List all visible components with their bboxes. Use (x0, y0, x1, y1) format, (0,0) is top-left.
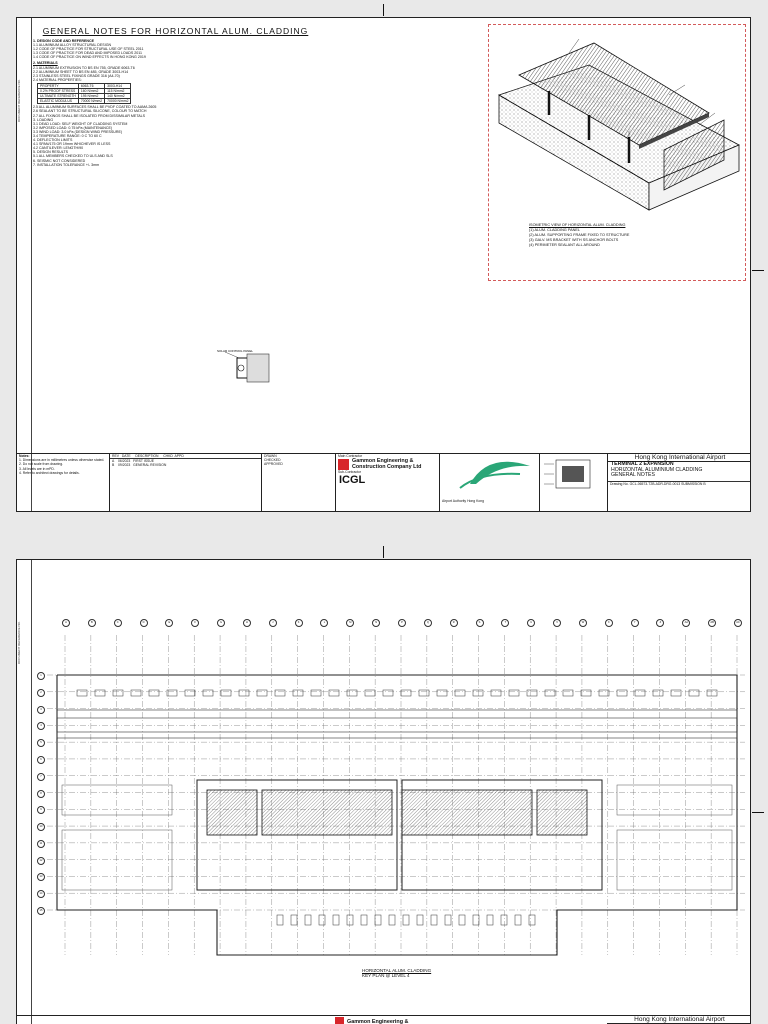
gate-box (291, 915, 297, 925)
section-detail (217, 348, 277, 388)
note-line: 4. DEFLECTION LIMITS (33, 138, 73, 143)
contractor-name: Gammon Engineering & Construction Company Ltd (352, 458, 422, 471)
grid-bubble: Y (631, 619, 639, 627)
table-cell: 70000 N/mm2 (78, 99, 104, 104)
gate-box (221, 690, 231, 696)
grid-bubble: D (140, 619, 148, 627)
gate-box (545, 690, 555, 696)
table-row (38, 99, 131, 104)
grid-bubble: 5 (37, 739, 45, 747)
gate-box (95, 690, 105, 696)
grid-bubble: 3 (37, 706, 45, 714)
gate-box (431, 915, 437, 925)
gate-box (617, 690, 627, 696)
caption-title: ISOMETRIC VIEW OF HORIZONTAL ALUM. CLADDING (529, 223, 626, 227)
rev-header: REV (112, 454, 119, 458)
note-line: 3.4 TEMPERATURE RANGE: 0 C TO 60 C (33, 133, 102, 138)
gate-box (383, 690, 393, 696)
gammon-logo-icon (338, 459, 349, 470)
grid-bubble: Q (424, 619, 432, 627)
note-item: 2. Do not scale from drawing. (19, 462, 64, 467)
grid-bubble: 6 (37, 756, 45, 764)
table-cell: 195 N/mm2 (78, 94, 104, 99)
rev-cell: 06/2023 (118, 459, 131, 464)
caption-line: (4) PERIMETER SEALANT ALL AROUND (529, 243, 600, 247)
gate-box (311, 690, 321, 696)
gate-box (581, 690, 591, 696)
project-cell (607, 454, 751, 511)
note-line: 6. SEISMIC NOT CONSIDERED (33, 158, 86, 163)
table-header: 3003-H14 (105, 83, 131, 88)
revision-table (109, 454, 261, 511)
status-text: SUBMISSION (681, 481, 703, 486)
project-line: GENERAL NOTES (611, 472, 655, 479)
contractor-partial (335, 1017, 408, 1024)
grid-bubble: S (476, 619, 484, 627)
table-header: 6063-T6 (78, 83, 104, 88)
note-item: 1. Dimensions are in millimetres unless otherwise stated. (19, 458, 105, 463)
grid-bubble: 9 (37, 806, 45, 814)
rev-cell: GENERAL REVISION (133, 463, 167, 468)
grid-bubble: 12 (37, 857, 45, 865)
grid-bubble: AC (734, 619, 742, 627)
plan-caption (362, 968, 431, 978)
note-line: 5. DESIGN RESULTS (33, 150, 69, 155)
table-cell: 0.2% PROOF STRESS (38, 89, 79, 94)
gate-box (185, 690, 195, 696)
gate-box (203, 690, 213, 696)
note-item: 3. All levels are in mPD. (19, 466, 55, 471)
note-item: 4. Refer to architect drawings for details. (19, 470, 80, 475)
drawing-no-label: Drawing No. (610, 481, 629, 486)
note-line: 3. LOADING (33, 117, 54, 122)
rev-header: DATE (121, 454, 131, 458)
grid-bubble: A (62, 619, 70, 627)
table-row (38, 94, 131, 99)
grid-bubble: R (450, 619, 458, 627)
grid-bubble: 8 (37, 790, 45, 798)
caption-line: (2) ALUM. SUPPORTING FRAME FIXED TO STRUCTURE (529, 233, 630, 237)
table-cell: 160 N/mm2 (78, 89, 104, 94)
gate-box (293, 690, 303, 696)
gate-box (365, 690, 375, 696)
grid-bubble: 1 (37, 672, 45, 680)
grid-bubble: H (243, 619, 251, 627)
general-notes (33, 26, 318, 167)
grid-bubble: 11 (37, 840, 45, 848)
gate-box (689, 690, 699, 696)
rev-cell: 09/2023 (118, 463, 131, 468)
grid-bubble: V (553, 619, 561, 627)
note-line: 5.1 ALL MEMBERS CHECKED TO ULS AND SLS (33, 154, 113, 159)
gate-box (707, 690, 717, 696)
grid-bubble: 2 (37, 689, 45, 697)
gate-box (347, 915, 353, 925)
gate-box (501, 915, 507, 925)
note-line: 4.2 CANTILEVER: LENGTH/90 (33, 146, 84, 151)
gate-box (113, 690, 123, 696)
isometric-drawing (489, 25, 745, 225)
table-row (110, 463, 261, 467)
notes-cell (17, 454, 109, 511)
subcon-logo: ICGL (339, 474, 366, 487)
note-line: 3.2 IMPOSED LOAD: 0.75 kPa (MAINTENANCE) (33, 125, 113, 130)
gate-box (401, 690, 411, 696)
grid-bubble: L (320, 619, 328, 627)
side-strip-text: DOCUMENT REFERENCE NO. (17, 79, 21, 122)
contractor-name: Gammon Engineering & (347, 1018, 409, 1024)
signature-cell (261, 454, 335, 511)
grid-bubble: G (217, 619, 225, 627)
plan-subtitle: KEY PLAN @ LEVEL 4 (362, 973, 410, 978)
caption-line: (1) ALUM. CLADDING PANEL (529, 228, 580, 232)
contractor-label: Main Contractor (338, 454, 363, 458)
note-line: 2.2 ALUMINIUM SHEET TO BS EN 485, GRADE 3003-H14 (33, 69, 129, 74)
note-line: 2.1 ALUMINIUM EXTRUSION TO BS EN 755, GRADE 6063-T6 (33, 65, 135, 70)
table-header: PROPERTY (38, 83, 79, 88)
grid-bubble: AA (682, 619, 690, 627)
note-line: 2.3 STAINLESS STEEL FIXINGS GRADE 316 (A4-70) (33, 73, 120, 78)
note-line: 2.4 MATERIAL PROPERTIES: (33, 77, 82, 82)
gate-box (333, 915, 339, 925)
grid-bubble: 4 (37, 722, 45, 730)
gate-box (419, 690, 429, 696)
note-line: 1.3 CODE OF PRACTICE FOR DEAD AND IMPOSED LOADS 2011 (33, 51, 142, 56)
caption-line: (3) GALV. MS BRACKET WITH SS ANCHOR BOLTS (529, 238, 619, 242)
rev-cell: FIRST ISSUE (133, 459, 154, 464)
section-title: 2. MATERIALS (33, 61, 58, 66)
grid-bubble: T (501, 619, 509, 627)
more-notes (33, 105, 318, 166)
sign-label: DRAWN (264, 454, 277, 458)
side-strip-text: DOCUMENT REFERENCE NO. (17, 621, 21, 664)
gate-box (437, 690, 447, 696)
airport-authority-logo-icon (440, 454, 538, 494)
gate-box (487, 915, 493, 925)
material-table (37, 83, 131, 104)
note-line: 4.1 SPAN/175 OR 19mm WHICHEVER IS LESS (33, 142, 111, 147)
note-line: 1.2 CODE OF PRACTICE FOR STRUCTURAL USE OF STEEL 2011 (33, 47, 144, 52)
rev-header: APPD (174, 454, 184, 458)
gate-box (491, 690, 501, 696)
grid-bubble: J (269, 619, 277, 627)
structural-grid (47, 635, 745, 955)
table-cell: 115 N/mm2 (105, 89, 131, 94)
airport-name: Hong Kong International Airport (607, 1016, 751, 1024)
gammon-logo-icon (335, 1017, 344, 1024)
gate-box (417, 915, 423, 925)
note-line: 3.1 DEAD LOAD: SELF WEIGHT OF CLADDING SYSTEM (33, 121, 128, 126)
sign-label: CHECKED (264, 458, 281, 463)
key-plan-thumbnail (540, 454, 606, 498)
gate-box (455, 690, 465, 696)
grid-bubble: 13 (37, 873, 45, 881)
gate-box (239, 690, 249, 696)
grid-bubble: Z (656, 619, 664, 627)
grid-bubble: B (88, 619, 96, 627)
trim-mark-right (752, 270, 764, 271)
side-strip (17, 18, 32, 511)
drawing-sheet-general-notes (16, 17, 751, 512)
gate-box (635, 690, 645, 696)
grid-bubble: 10 (37, 823, 45, 831)
gate-box (277, 915, 283, 925)
table-cell: ULTIMATE STRENGTH (38, 94, 79, 99)
grid-bubble: 14 (37, 890, 45, 898)
gate-box (445, 915, 451, 925)
gate-box (509, 690, 519, 696)
trim-mark-middle (383, 546, 384, 558)
grid-bubble: E (165, 619, 173, 627)
gate-box (515, 915, 521, 925)
client-cell (439, 454, 539, 511)
subcon-label: Sub-Contractor (338, 470, 361, 475)
trim-mark-right-2 (752, 812, 764, 813)
gate-box (329, 690, 339, 696)
note-line: 2.6 SEALANT TO BE STRUCTURAL SILICONE, COLOUR TO MATCH (33, 109, 147, 114)
grid-bubble: K (295, 619, 303, 627)
notes-title: Notes: (19, 454, 30, 458)
gate-box (347, 690, 357, 696)
client-name: Airport Authority Hong Kong (442, 499, 485, 503)
title-block-partial (17, 1015, 750, 1024)
section-title: 1. DESIGN CODE AND REFERENCE (33, 39, 94, 43)
gate-box (77, 690, 87, 696)
gate-box (459, 915, 465, 925)
rev-cell: B (112, 463, 115, 468)
grid-bubble: X (605, 619, 613, 627)
isometric-caption (529, 223, 629, 248)
gate-box (563, 690, 573, 696)
project-line: HORIZONTAL ALUMINIUM CLADDING (611, 466, 703, 473)
gate-box (319, 915, 325, 925)
key-plan-cell (539, 454, 607, 511)
gate-box (671, 690, 681, 696)
gate-box (653, 690, 663, 696)
drawing-number: GCL-06573-T2B-ADR-DRG-0013 (629, 481, 681, 486)
rev-cell: A (112, 459, 115, 464)
gate-box (389, 915, 395, 925)
gate-box (257, 690, 267, 696)
trim-mark-top (383, 4, 384, 16)
note-line: 2.5 ALL ALUMINIUM SURFACES SHALL BE PVDF COATED TO AAMA 2605 (33, 105, 157, 110)
grid-bubble: P (398, 619, 406, 627)
table-cell: 70000 N/mm2 (105, 99, 131, 104)
table-cell: ELASTIC MODULUS (38, 99, 79, 104)
rev-header: CHKD (163, 454, 173, 458)
revision-mark: B (703, 481, 706, 486)
note-line: 3.3 WIND LOAD: 3.0 kPa (DESIGN WIND PRESSURE) (33, 129, 123, 134)
note-line: 1.1 ALUMINIUM ALLOY STRUCTURAL DESIGN (33, 43, 112, 48)
gate-box (403, 915, 409, 925)
drawing-sheet-key-plan (16, 559, 751, 1024)
title-block (17, 453, 750, 511)
plan-title: HORIZONTAL ALUM. CLADDING (362, 968, 432, 973)
gate-box (361, 915, 367, 925)
grid-bubble: AB (708, 619, 716, 627)
grid-bubble: F (191, 619, 199, 627)
project-line: TERMINAL 2 EXPANSION (611, 461, 674, 467)
note-line: 7. INSTALLATION TOLERANCE +/- 3mm (33, 162, 100, 167)
isometric-view (488, 24, 746, 281)
grid-bubble: M (346, 619, 354, 627)
table-row (38, 89, 131, 94)
grid-bubble: 7 (37, 773, 45, 781)
sign-label: APPROVED (264, 462, 283, 467)
grid-bubble: N (372, 619, 380, 627)
grid-bubble: W (579, 619, 587, 627)
gate-box (473, 915, 479, 925)
gate-box (149, 690, 159, 696)
gate-box (527, 690, 537, 696)
contractor-cell (335, 454, 439, 511)
rev-header: DESCRIPTION (135, 454, 159, 458)
grid-bubble: 15 (37, 907, 45, 915)
grid-bubble: C (114, 619, 122, 627)
table-cell: 140 N/mm2 (105, 94, 131, 99)
gate-box (473, 690, 483, 696)
gate-box (305, 915, 311, 925)
detail-label: SOLAR CONTROL PANEL (217, 349, 254, 353)
gate-box (529, 915, 535, 925)
gate-box (375, 915, 381, 925)
gate-box (275, 690, 285, 696)
notes-heading: GENERAL NOTES FOR HORIZONTAL ALUM. CLADDING (42, 26, 309, 36)
gate-box (599, 690, 609, 696)
airport-name: Hong Kong International Airport (608, 454, 751, 462)
grid-bubble: U (527, 619, 535, 627)
note-line: 1.4 CODE OF PRACTICE ON WIND EFFECTS IN HONG KONG 2019 (33, 55, 146, 60)
floor-plan (17, 560, 751, 960)
note-line: 2.7 ALL FIXINGS SHALL BE ISOLATED FROM DISSIMILAR METALS (33, 113, 146, 118)
gate-box (131, 690, 141, 696)
